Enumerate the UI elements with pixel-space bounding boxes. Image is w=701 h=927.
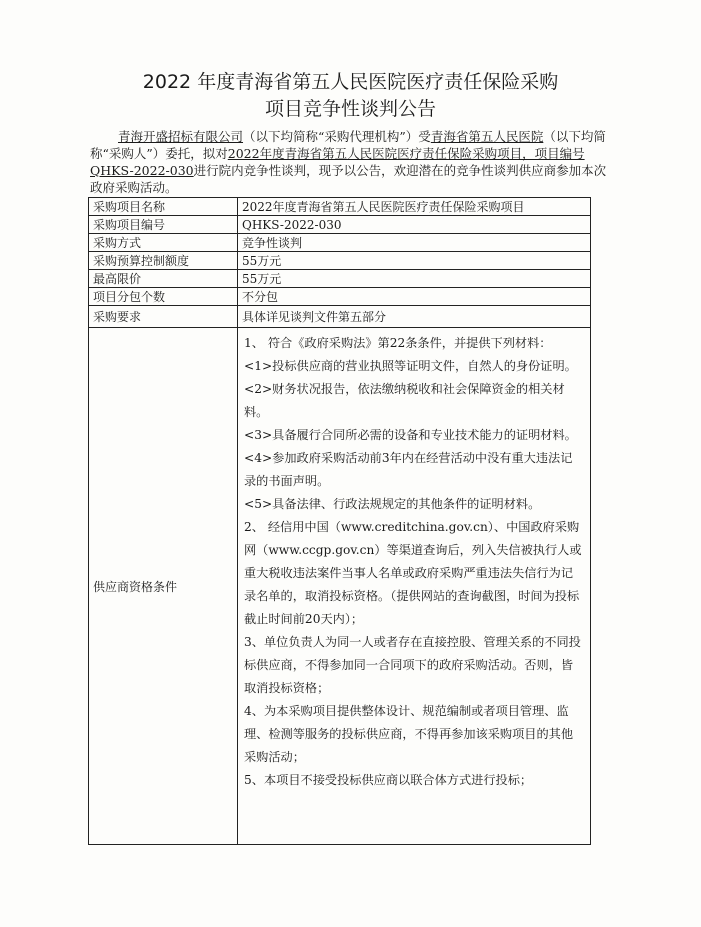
qual-line: <2>财务状况报告，依法缴纳税收和社会保障资金的相关材料。 — [244, 382, 565, 419]
row-key: 采购要求 — [89, 306, 238, 328]
row-value: 55万元 — [238, 252, 591, 270]
intro-text-1: （以下均简称“采购代理机构”）受 — [243, 129, 431, 144]
qual-line: 5、本项目不接受投标供应商以联合体方式进行投标； — [244, 773, 533, 787]
row-value: 不分包 — [238, 288, 591, 306]
row-value: 竞争性谈判 — [238, 234, 591, 252]
qualification-conditions — [238, 328, 591, 845]
qual-line: 2、 经信用中国（www.creditchina.gov.cn）、中国政府采购网（www.ccgp.gov.cn）等渠道查询后，列入失信被执行人或重大税收违法案件当事人名单或政府采购严重违法失信行为记录名单的，取消投标资格。（提供网站的查询截图，时间为投标截止时间前20天内）； — [244, 520, 582, 626]
title-line-1: 2022 年度青海省第五人民医院医疗责任保险采购 — [142, 71, 559, 93]
buyer-name: 青海省第五人民医院 — [430, 129, 544, 144]
row-key: 项目分包个数 — [89, 288, 238, 306]
row-key: 采购预算控制额度 — [89, 252, 238, 270]
intro-text-2: （以下均简称“采购人”）委托，拟对 — [90, 129, 606, 161]
table-row — [89, 306, 591, 328]
row-key: 采购项目名称 — [89, 198, 238, 216]
row-value: 55万元 — [238, 270, 591, 288]
qual-line: <1>投标供应商的营业执照等证明文件，自然人的身份证明。 — [244, 359, 577, 373]
row-key: 采购方式 — [89, 234, 238, 252]
row-value: QHKS-2022-030 — [238, 216, 591, 234]
qual-line: 1、 符合《政府采购法》第22条条件，并提供下列材料： — [244, 336, 552, 350]
table-row — [89, 198, 591, 216]
qual-line: 4、为本采购项目提供整体设计、规范编制或者项目管理、监理、检测等服务的投标供应商，不得再参加该采购项目的其他采购活动； — [244, 704, 574, 764]
qual-line: <4>参加政府采购活动前3年内在经营活动中没有重大违法记录的书面声明。 — [244, 451, 573, 488]
procurement-table — [88, 197, 591, 845]
table-row — [89, 270, 591, 288]
qualification-row — [89, 328, 591, 845]
row-value: 2022年度青海省第五人民医院医疗责任保险采购项目 — [238, 198, 591, 216]
intro-paragraph — [90, 128, 608, 196]
table-row — [89, 216, 591, 234]
row-value: 具体详见谈判文件第五部分 — [238, 306, 591, 328]
row-key: 最高限价 — [89, 270, 238, 288]
table-row — [89, 234, 591, 252]
table-row — [89, 288, 591, 306]
title-line-2: 项目竞争性谈判公告 — [264, 98, 436, 120]
table-row — [89, 252, 591, 270]
qualification-key: 供应商资格条件 — [89, 328, 238, 845]
agency-name: 青海开盛招标有限公司 — [118, 129, 244, 144]
intro-text-3: 进行院内竞争性谈判，现予以公告，欢迎潜在的竞争性谈判供应商参加本次政府采购活动。 — [90, 163, 607, 195]
qual-line: <3>具备履行合同所必需的设备和专业技术能力的证明材料。 — [244, 428, 577, 442]
qual-line: <5>具备法律、行政法规规定的其他条件的证明材料。 — [244, 497, 541, 511]
qual-line: 3、单位负责人为同一人或者存在直接控股、管理关系的不同投标供应商，不得参加同一合同项下的政府采购活动。否则，皆取消投标资格； — [244, 635, 581, 695]
project-name-code: 2022年度青海省第五人民医院医疗责任保险采购项目，项目编号QHKS-2022-030 — [90, 146, 585, 178]
row-key: 采购项目编号 — [89, 216, 238, 234]
